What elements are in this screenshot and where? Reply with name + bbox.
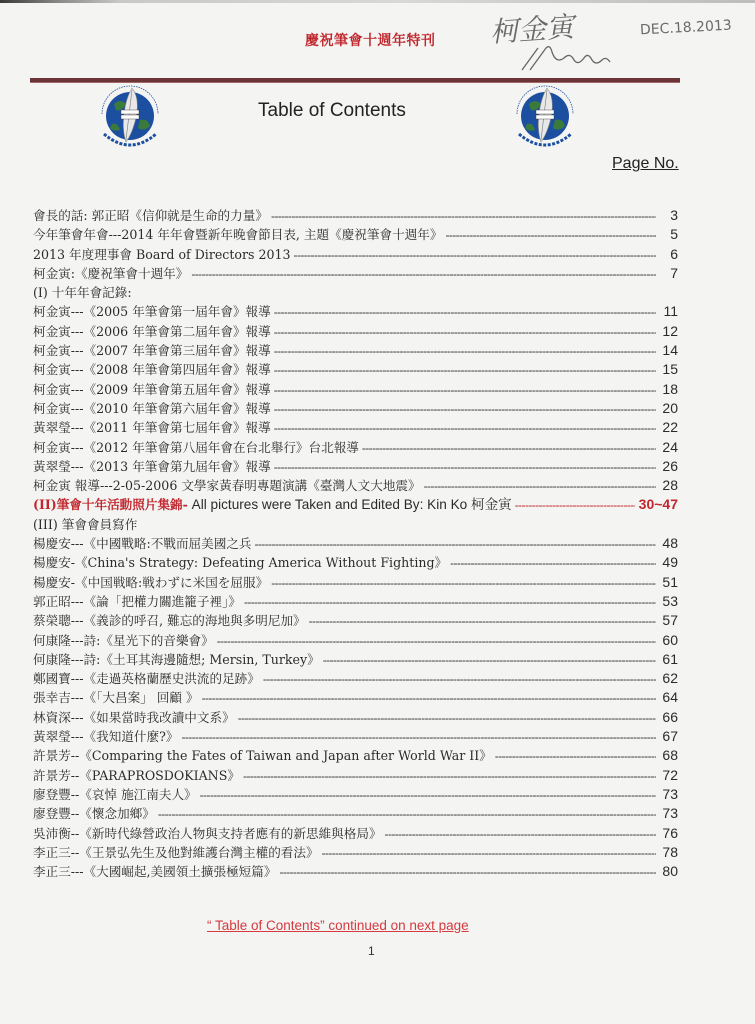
toc-entry-page: 15 <box>662 361 678 378</box>
page-no-column-header: Page No. <box>612 155 679 172</box>
toc-entry-title: 柯金寅 報導---2-05-2006 文學家黃春明專題演講《臺灣人文大地震》 <box>33 478 421 494</box>
toc-entry-page: 18 <box>662 380 678 397</box>
toc-entry-title: 黃翠瑩---《我知道什麼?》 <box>33 729 179 745</box>
toc-entry-photo-section[interactable] <box>33 495 678 514</box>
page-title: Table of Contents <box>258 100 406 121</box>
toc-entry-page: 60 <box>662 631 678 648</box>
dot-leader <box>323 651 656 669</box>
dot-leader <box>309 612 656 630</box>
toc-entry-title: 黃翠瑩---《2013 年筆會第九屆年會》報導 <box>33 458 271 474</box>
toc-entry-page: 53 <box>662 592 678 609</box>
toc-entry[interactable] <box>33 534 678 553</box>
dot-leader <box>424 477 656 495</box>
toc-entry-page: 68 <box>662 747 678 764</box>
toc-entry-title: 柯金寅---《2005 年筆會第一屆年會》報導 <box>33 304 271 320</box>
dot-leader <box>274 303 656 321</box>
dot-leader <box>202 689 656 707</box>
toc-entry[interactable] <box>33 785 678 804</box>
scan-edge <box>0 0 755 3</box>
publication-title: 慶祝筆會十週年特刊 <box>305 33 436 49</box>
toc-entry[interactable] <box>33 746 678 765</box>
dot-leader <box>244 593 656 611</box>
toc-entry[interactable] <box>33 650 678 669</box>
toc-entry[interactable] <box>33 360 678 379</box>
dot-leader <box>450 554 656 572</box>
toc-entry-title: 柯金寅---《2008 年筆會第四屆年會》報導 <box>33 362 271 378</box>
dot-leader <box>445 226 656 244</box>
dot-leader <box>243 767 656 785</box>
dot-leader <box>181 728 656 746</box>
toc-entry[interactable] <box>33 341 678 360</box>
toc-entry-page: 24 <box>662 438 678 455</box>
dot-leader <box>495 747 656 765</box>
toc-entry-page: 28 <box>662 477 678 494</box>
toc-entry-page: 51 <box>662 573 678 590</box>
toc-section-heading <box>33 283 678 302</box>
toc-entry-title: 楊慶安---《中國戰略:不戰而屈美國之兵 <box>33 536 252 552</box>
section-heading-text: (III) 筆會會員寫作 <box>33 516 138 532</box>
toc-entry[interactable] <box>33 824 678 843</box>
dot-leader <box>385 825 656 843</box>
toc-entry-page: 22 <box>662 419 678 436</box>
dot-leader <box>255 535 656 553</box>
toc-entry[interactable] <box>33 843 678 862</box>
toc-entry[interactable] <box>33 862 678 881</box>
toc-section-heading <box>33 515 678 534</box>
toc-entry[interactable] <box>33 438 678 457</box>
toc-entry[interactable] <box>33 553 678 572</box>
toc-entry-page: 73 <box>662 805 678 822</box>
toc-entry-title: 楊慶安-《China's Strategy: Defeating America Without Fighting》 <box>33 555 448 571</box>
toc-entry-page: 80 <box>662 863 678 880</box>
toc-entry-page: 73 <box>662 785 678 802</box>
dot-leader <box>200 786 656 804</box>
toc-entry-page: 5 <box>670 226 678 243</box>
toc-entry[interactable] <box>33 245 678 264</box>
dot-leader <box>294 246 656 264</box>
dot-leader <box>362 439 656 457</box>
toc-entry[interactable] <box>33 264 678 283</box>
toc-entry[interactable] <box>33 399 678 418</box>
toc-entry[interactable] <box>33 225 678 244</box>
dot-leader <box>263 670 656 688</box>
toc-entry-title: 柯金寅---《2007 年筆會第三屆年會》報導 <box>33 343 271 359</box>
toc-entry-page: 11 <box>663 303 678 320</box>
toc-entry-title: 柯金寅---《2012 年筆會第八屆年會在台北舉行》台北報導 <box>33 439 359 455</box>
toc-entry-page: 76 <box>662 824 678 841</box>
toc-entry-title: 吳沛衡--《新時代綠營政治人物與支持者應有的新思維與格局》 <box>33 825 382 841</box>
toc-entry[interactable] <box>33 669 678 688</box>
toc-entry-title: 2013 年度理事會 Board of Directors 2013 <box>33 246 291 262</box>
toc-entry[interactable] <box>33 418 678 437</box>
dot-leader <box>158 805 656 823</box>
toc-entry-title: 柯金寅:《慶祝筆會十週年》 <box>33 265 189 281</box>
toc-entry-title: 柯金寅---《2009 年筆會第五屆年會》報導 <box>33 381 271 397</box>
toc-entry-title: 鄭國寶---《走過英格蘭歷史洪流的足跡》 <box>33 671 260 687</box>
dot-leader <box>238 709 656 727</box>
toc-entry-title: 許景芳--《Comparing the Fates of Taiwan and Japan after World War II》 <box>33 748 492 764</box>
toc-entry[interactable] <box>33 302 678 321</box>
toc-entry-page: 3 <box>670 207 678 223</box>
photo-credit-text: All pictures were Taken and Edited By: Kin Ko 柯金寅 <box>187 497 512 513</box>
toc-entry-page: 57 <box>662 612 678 629</box>
page-number: 1 <box>368 944 375 958</box>
dot-leader <box>515 496 635 514</box>
header-divider <box>30 78 680 83</box>
toc-entry-title: 廖登豐--《懷念加鄉》 <box>33 806 155 822</box>
toc-entry-title: 黃翠瑩---《2011 年筆會第七屆年會》報導 <box>33 420 271 436</box>
toc-entry[interactable] <box>33 708 678 727</box>
toc-entry-page: 64 <box>662 689 678 706</box>
toc-entry[interactable] <box>33 611 678 630</box>
globe-feather-logo-icon <box>507 84 583 154</box>
toc-entry-page: 61 <box>662 650 678 667</box>
toc-entry-page: 26 <box>662 457 678 474</box>
toc-entry[interactable] <box>33 688 678 707</box>
dot-leader <box>274 381 656 399</box>
signature-date: DEC.18.2013 <box>639 17 733 39</box>
toc-entry[interactable] <box>33 631 678 650</box>
toc-entry[interactable] <box>33 457 678 476</box>
toc-entry-title: 張幸吉---《「大昌案」 回顧 》 <box>33 690 199 706</box>
toc-entry[interactable] <box>33 476 678 495</box>
toc-entry-title: 柯金寅---《2006 年筆會第二屆年會》報導 <box>33 323 271 339</box>
toc-entry-title: 蔡榮聰---《義診的呼召, 難忘的海地與多明尼加》 <box>33 613 306 629</box>
toc-entry-title: 郭正昭---《論「把權力關進籠子裡」》 <box>33 593 241 609</box>
toc-entry-page: 20 <box>662 399 678 416</box>
toc-entry-page: 14 <box>662 342 678 359</box>
toc-entry-title: 李正三---《大國崛起,美國領土擴張極短篇》 <box>33 864 277 880</box>
toc-entry-title: 林資深---《如果當時我改讀中文系》 <box>33 709 235 725</box>
toc-entry-page: 7 <box>670 264 678 281</box>
continued-on-next-page-link[interactable]: “ Table of Contents” continued on next page <box>207 918 469 933</box>
toc-entry-page: 49 <box>662 554 678 571</box>
signature-scrawl-icon <box>520 44 615 72</box>
toc-entry-title: 會長的話: 郭正昭《信仰就是生命的力量》 <box>33 208 268 223</box>
toc-entry-page: 48 <box>662 535 678 552</box>
toc-entry[interactable] <box>33 573 678 592</box>
toc-entry[interactable] <box>33 322 678 341</box>
toc-entry[interactable] <box>33 206 678 225</box>
toc-entry-page: 62 <box>662 670 678 687</box>
toc-entry-title: 李正三--《王景弘先生及他對維護台灣主權的看法》 <box>33 844 319 860</box>
dot-leader <box>274 419 656 437</box>
toc-entry[interactable] <box>33 727 678 746</box>
toc-entry-title <box>33 495 512 514</box>
dot-leader <box>274 458 656 476</box>
toc-entry-title: 何康隆---詩:《土耳其海邊隨想; Mersin, Turkey》 <box>33 651 320 667</box>
section-heading-red: (II)筆會十年活動照片集錦- <box>33 497 188 513</box>
toc-entry[interactable] <box>33 804 678 823</box>
dot-leader <box>274 323 656 341</box>
toc-entry-title: 柯金寅---《2010 年筆會第六屆年會》報導 <box>33 400 271 416</box>
signature-name: 柯金寅 <box>489 10 576 49</box>
dot-leader <box>322 844 656 862</box>
toc-entry-page: 12 <box>662 322 678 339</box>
toc-entry-page: 30~47 <box>638 496 678 513</box>
globe-feather-logo-icon <box>92 84 168 154</box>
dot-leader <box>274 361 656 379</box>
toc-entry-page: 6 <box>670 245 678 262</box>
toc-entry-page: 78 <box>662 843 678 860</box>
toc-entry-title: 廖登豐--《哀悼 施江南夫人》 <box>33 786 197 802</box>
toc-entry-title: 今年筆會年會---2014 年年會暨新年晚會節目表, 主題《慶祝筆會十週年》 <box>33 227 443 243</box>
table-of-contents <box>33 206 678 881</box>
dot-leader <box>217 632 656 650</box>
section-heading-text: (I) 十年年會記錄: <box>33 285 132 301</box>
dot-leader <box>279 863 656 881</box>
toc-entry-title: 何康隆---詩:《星光下的音樂會》 <box>33 632 214 648</box>
toc-entry[interactable] <box>33 592 678 611</box>
dot-leader <box>271 207 656 225</box>
toc-entry[interactable] <box>33 380 678 399</box>
toc-entry-page: 66 <box>662 708 678 725</box>
toc-entry-title: 楊慶安-《中国戦略:戦わずに米国を屈服》 <box>33 574 269 590</box>
dot-leader <box>271 574 656 592</box>
toc-entry[interactable] <box>33 766 678 785</box>
dot-leader <box>274 342 656 360</box>
dot-leader <box>274 400 656 418</box>
toc-entry-page: 67 <box>662 728 678 745</box>
toc-entry-title: 許景芳--《PARAPROSDOKIANS》 <box>33 767 240 783</box>
dot-leader <box>191 265 656 283</box>
toc-entry-page: 72 <box>662 766 678 783</box>
